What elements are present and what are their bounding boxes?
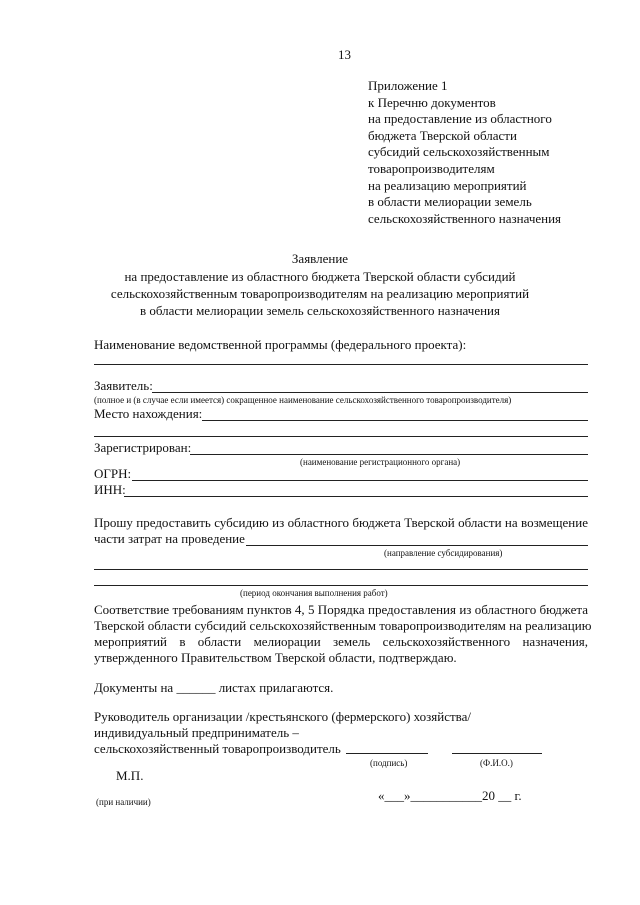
appendix-line: субсидий сельскохозяйственным bbox=[368, 144, 550, 160]
subtitle-line: на предоставление из областного бюджета Тверской области субсидий bbox=[124, 269, 516, 284]
documents-prefix: Документы на bbox=[94, 680, 174, 695]
signature-line-3: сельскохозяйственный товаропроизводитель bbox=[94, 741, 341, 756]
registered-field[interactable] bbox=[190, 454, 588, 455]
documents-line bbox=[94, 680, 333, 696]
request-text: Прошу предоставить субсидию из областного бюджета Тверской области на возмещение bbox=[94, 515, 588, 530]
signature-field[interactable] bbox=[346, 753, 428, 754]
date-field[interactable]: «___»___________20 __ г. bbox=[378, 788, 522, 803]
request-text-continued: части затрат на проведение bbox=[94, 531, 245, 546]
location-field[interactable] bbox=[202, 420, 588, 421]
appendix-line: сельскохозяйственного назначения bbox=[368, 210, 562, 226]
name-field[interactable] bbox=[452, 753, 542, 754]
conformity-line: мероприятий в области мелиорации земель сельскохозяйственного назначения, bbox=[94, 634, 588, 649]
conformity-paragraph bbox=[94, 602, 592, 666]
subtitle-line: сельскохозяйственным товаропроизводителям на реализацию мероприятий bbox=[110, 286, 530, 301]
appendix-line: на реализацию мероприятий bbox=[368, 177, 527, 193]
program-label: Наименование ведомственной программы (федерального проекта): bbox=[94, 337, 467, 352]
direction-field-continued[interactable] bbox=[94, 569, 588, 570]
name-hint: (Ф.И.О.) bbox=[480, 758, 513, 768]
appendix-line: в области мелиорации земель bbox=[368, 194, 532, 210]
signature-line-2: индивидуальный предприниматель – bbox=[94, 725, 299, 740]
appendix-line: Приложение 1 bbox=[368, 78, 448, 93]
page-number: 13 bbox=[338, 47, 351, 62]
applicant-hint: (полное и (в случае если имеется) сокращенное наименование сельскохозяйственного товаропроизводителя) bbox=[94, 395, 512, 405]
conformity-line: Соответствие требованиям пунктов 4, 5 Порядка предоставления из областного бюджета bbox=[94, 602, 588, 617]
document-title: Заявление bbox=[291, 251, 349, 266]
location-field-continued[interactable] bbox=[94, 436, 588, 437]
signature-hint: (подпись) bbox=[370, 758, 408, 768]
subtitle-line: в области мелиорации земель сельскохозяйственного назначения bbox=[139, 303, 500, 318]
appendix-block bbox=[368, 78, 561, 227]
direction-field[interactable] bbox=[246, 545, 588, 546]
location-label: Место нахождения: bbox=[94, 406, 203, 421]
appendix-line: на предоставление из областного bbox=[368, 111, 552, 127]
program-field[interactable] bbox=[94, 364, 588, 365]
signature-line-1: Руководитель организации /крестьянского (фермерского) хозяйства/ bbox=[94, 709, 472, 724]
conformity-line: утвержденного Правительством Тверской области, подтверждаю. bbox=[94, 650, 457, 665]
conformity-line: Тверской области субсидий сельскохозяйственным товаропроизводителям на реализацию bbox=[94, 618, 592, 633]
ogrn-field[interactable] bbox=[132, 480, 588, 481]
ogrn-label: ОГРН: bbox=[94, 466, 132, 481]
documents-count-field[interactable]: ______ bbox=[176, 680, 216, 695]
stamp-label: М.П. bbox=[116, 768, 144, 783]
appendix-line: товаропроизводителям bbox=[368, 160, 495, 176]
appendix-line: к Перечню документов bbox=[368, 94, 496, 110]
direction-hint: (направление субсидирования) bbox=[384, 548, 503, 558]
appendix-line: бюджета Тверской области bbox=[368, 127, 517, 143]
document-subtitle bbox=[0, 268, 640, 319]
period-field[interactable] bbox=[94, 585, 588, 586]
applicant-field[interactable] bbox=[152, 392, 588, 393]
applicant-label: Заявитель: bbox=[94, 378, 153, 393]
registered-hint: (наименование регистрационного органа) bbox=[300, 457, 461, 467]
documents-suffix: листах прилагаются. bbox=[218, 680, 334, 695]
stamp-hint: (при наличии) bbox=[96, 797, 151, 807]
inn-label: ИНН: bbox=[94, 482, 126, 497]
period-hint: (период окончания выполнения работ) bbox=[240, 588, 388, 598]
registered-label: Зарегистрирован: bbox=[94, 440, 192, 455]
inn-field[interactable] bbox=[124, 496, 588, 497]
